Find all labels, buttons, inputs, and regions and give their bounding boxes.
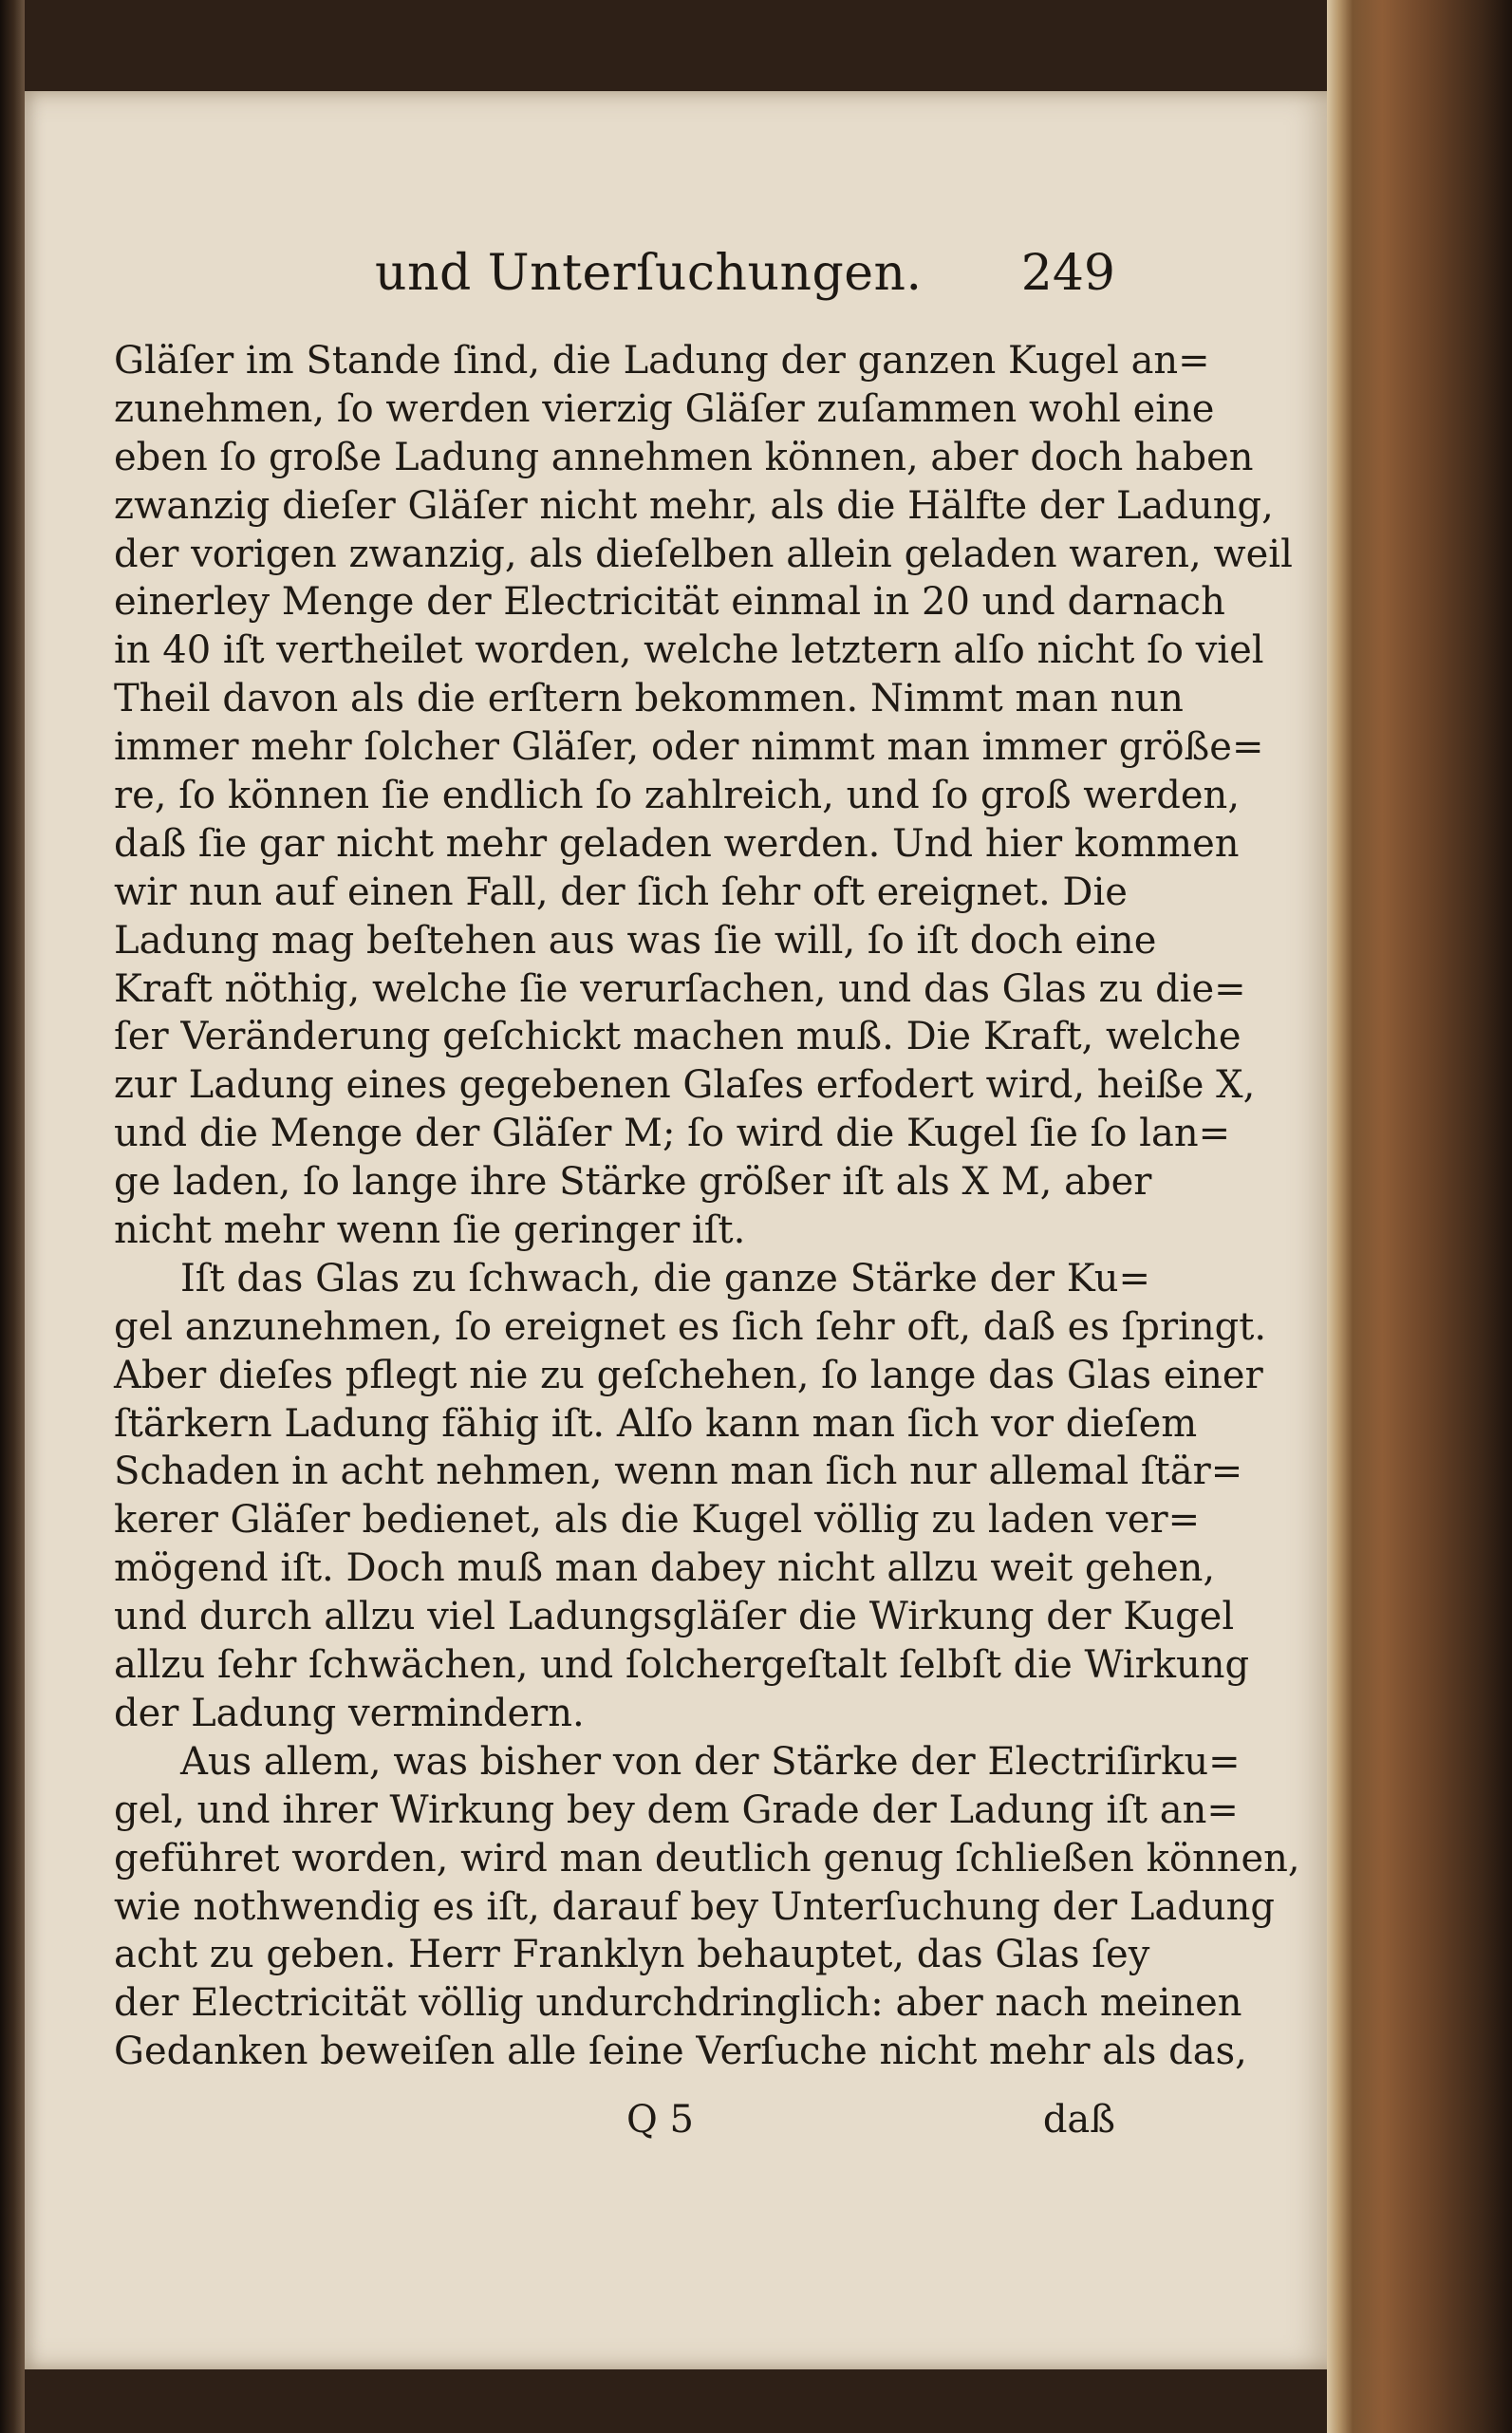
text-line: der vorigen zwanzig, als dieſelben allein geladen waren, weil bbox=[114, 532, 1293, 576]
text-line: zunehmen, ſo werden vierzig Gläſer zuſammen wohl eine bbox=[114, 386, 1215, 431]
text-line: und die Menge der Gläſer M; ſo wird die Kugel ſie ſo lan= bbox=[114, 1112, 1231, 1156]
text-line: Aber dieſes pflegt nie zu geſchehen, ſo lange das Glas einer bbox=[114, 1353, 1263, 1397]
text-line: kerer Gläſer bedienet, als die Kugel völlig zu laden ver= bbox=[114, 1498, 1201, 1543]
text-line: ſer Veränderung geſchickt machen muß. Die Kraft, welche bbox=[114, 1015, 1241, 1059]
text-line: Theil davon als die erſtern bekommen. Nimmt man nun bbox=[114, 677, 1184, 721]
text-line: ge laden, ſo lange ihre Stärke größer iſt als X M, aber bbox=[114, 1160, 1152, 1205]
text-line: Gläſer im Stande ſind, die Ladung der ganzen Kugel an= bbox=[114, 339, 1210, 383]
text-line: Ladung mag beſtehen aus was ſie will, ſo iſt doch eine bbox=[114, 918, 1157, 963]
paragraph bbox=[114, 1738, 1300, 2076]
text-line: zwanzig dieſer Gläſer nicht mehr, als die Hälfte der Ladung, bbox=[114, 483, 1274, 528]
text-line: Aus allem, was bisher von der Stärke der Electriſirku= bbox=[180, 1739, 1241, 1784]
text-line: eben ſo große Ladung annehmen können, aber doch haben bbox=[114, 435, 1254, 479]
text-line: Kraft nöthig, welche ſie verurſachen, und das Glas zu die= bbox=[114, 966, 1246, 1011]
running-title: und Unterſuchungen. bbox=[375, 245, 923, 302]
text-line: immer mehr ſolcher Gläſer, oder nimmt man immer größe= bbox=[114, 725, 1264, 770]
catchword: daß bbox=[1042, 2098, 1115, 2142]
book-gutter bbox=[0, 0, 25, 2433]
text-line: daß ſie gar nicht mehr geladen werden. Und hier kommen bbox=[114, 821, 1240, 866]
signature-mark: Q 5 bbox=[626, 2098, 694, 2142]
text-line: der Electricität völlig undurchdringlich: aber nach meinen bbox=[114, 1981, 1242, 2026]
text-line: ſtärkern Ladung fähig iſt. Alſo kann man ſich vor dieſem bbox=[114, 1401, 1198, 1446]
text-line: re, ſo können ſie endlich ſo zahlreich, und ſo groß werden, bbox=[114, 774, 1241, 818]
text-line: geführet worden, wird man deutlich genug ſchließen können, bbox=[114, 1836, 1300, 1881]
text-line: Gedanken beweiſen alle ſeine Verſuche nicht mehr als das, bbox=[114, 2030, 1247, 2074]
page-bottom-margin bbox=[25, 2369, 1335, 2433]
text-line: einerley Menge der Electricität einmal in 20 und darnach bbox=[114, 580, 1225, 625]
text-line: wir nun auf einen Fall, der ſich ſehr oft ereignet. Die bbox=[114, 870, 1128, 914]
text-line: in 40 iſt vertheilet worden, welche letztern alſo nicht ſo viel bbox=[114, 628, 1264, 673]
text-line: Schaden in acht nehmen, wenn man ſich nur allemal ſtär= bbox=[114, 1450, 1243, 1494]
paragraph bbox=[114, 337, 1293, 1255]
text-line: gel, und ihrer Wirkung bey dem Grade der Ladung iſt an= bbox=[114, 1787, 1239, 1832]
text-line: gel anzunehmen, ſo ereignet es ſich ſehr oft, daß es ſpringt. bbox=[114, 1304, 1267, 1349]
text-line: zur Ladung eines gegebenen Glaſes erfodert wird, heiße X, bbox=[114, 1063, 1256, 1108]
text-line: nicht mehr wenn ſie geringer iſt. bbox=[114, 1208, 746, 1253]
text-line: allzu ſehr ſchwächen, und ſolchergeſtalt ſelbſt die Wirkung bbox=[114, 1643, 1250, 1688]
running-header bbox=[375, 245, 1115, 311]
page-top-margin bbox=[25, 0, 1335, 91]
text-line: Iſt das Glas zu ſchwach, die ganze Stärke der Ku= bbox=[180, 1256, 1151, 1301]
text-line: acht zu geben. Herr Franklyn behauptet, das Glas ſey bbox=[114, 1933, 1150, 1977]
text-line: der Ladung vermindern. bbox=[114, 1691, 585, 1735]
paragraph bbox=[114, 1255, 1267, 1738]
text-line: und durch allzu viel Ladungsgläſer die Wirkung der Kugel bbox=[114, 1595, 1235, 1639]
text-line: mögend iſt. Doch muß man dabey nicht allzu weit gehen, bbox=[114, 1546, 1216, 1591]
body-text bbox=[114, 337, 1300, 2076]
text-line: wie nothwendig es iſt, darauf bey Unterſuchung der Ladung bbox=[114, 1884, 1275, 1929]
page-footer bbox=[114, 2098, 1115, 2151]
page-number: 249 bbox=[1020, 245, 1115, 302]
book-fore-edge bbox=[1327, 0, 1512, 2433]
